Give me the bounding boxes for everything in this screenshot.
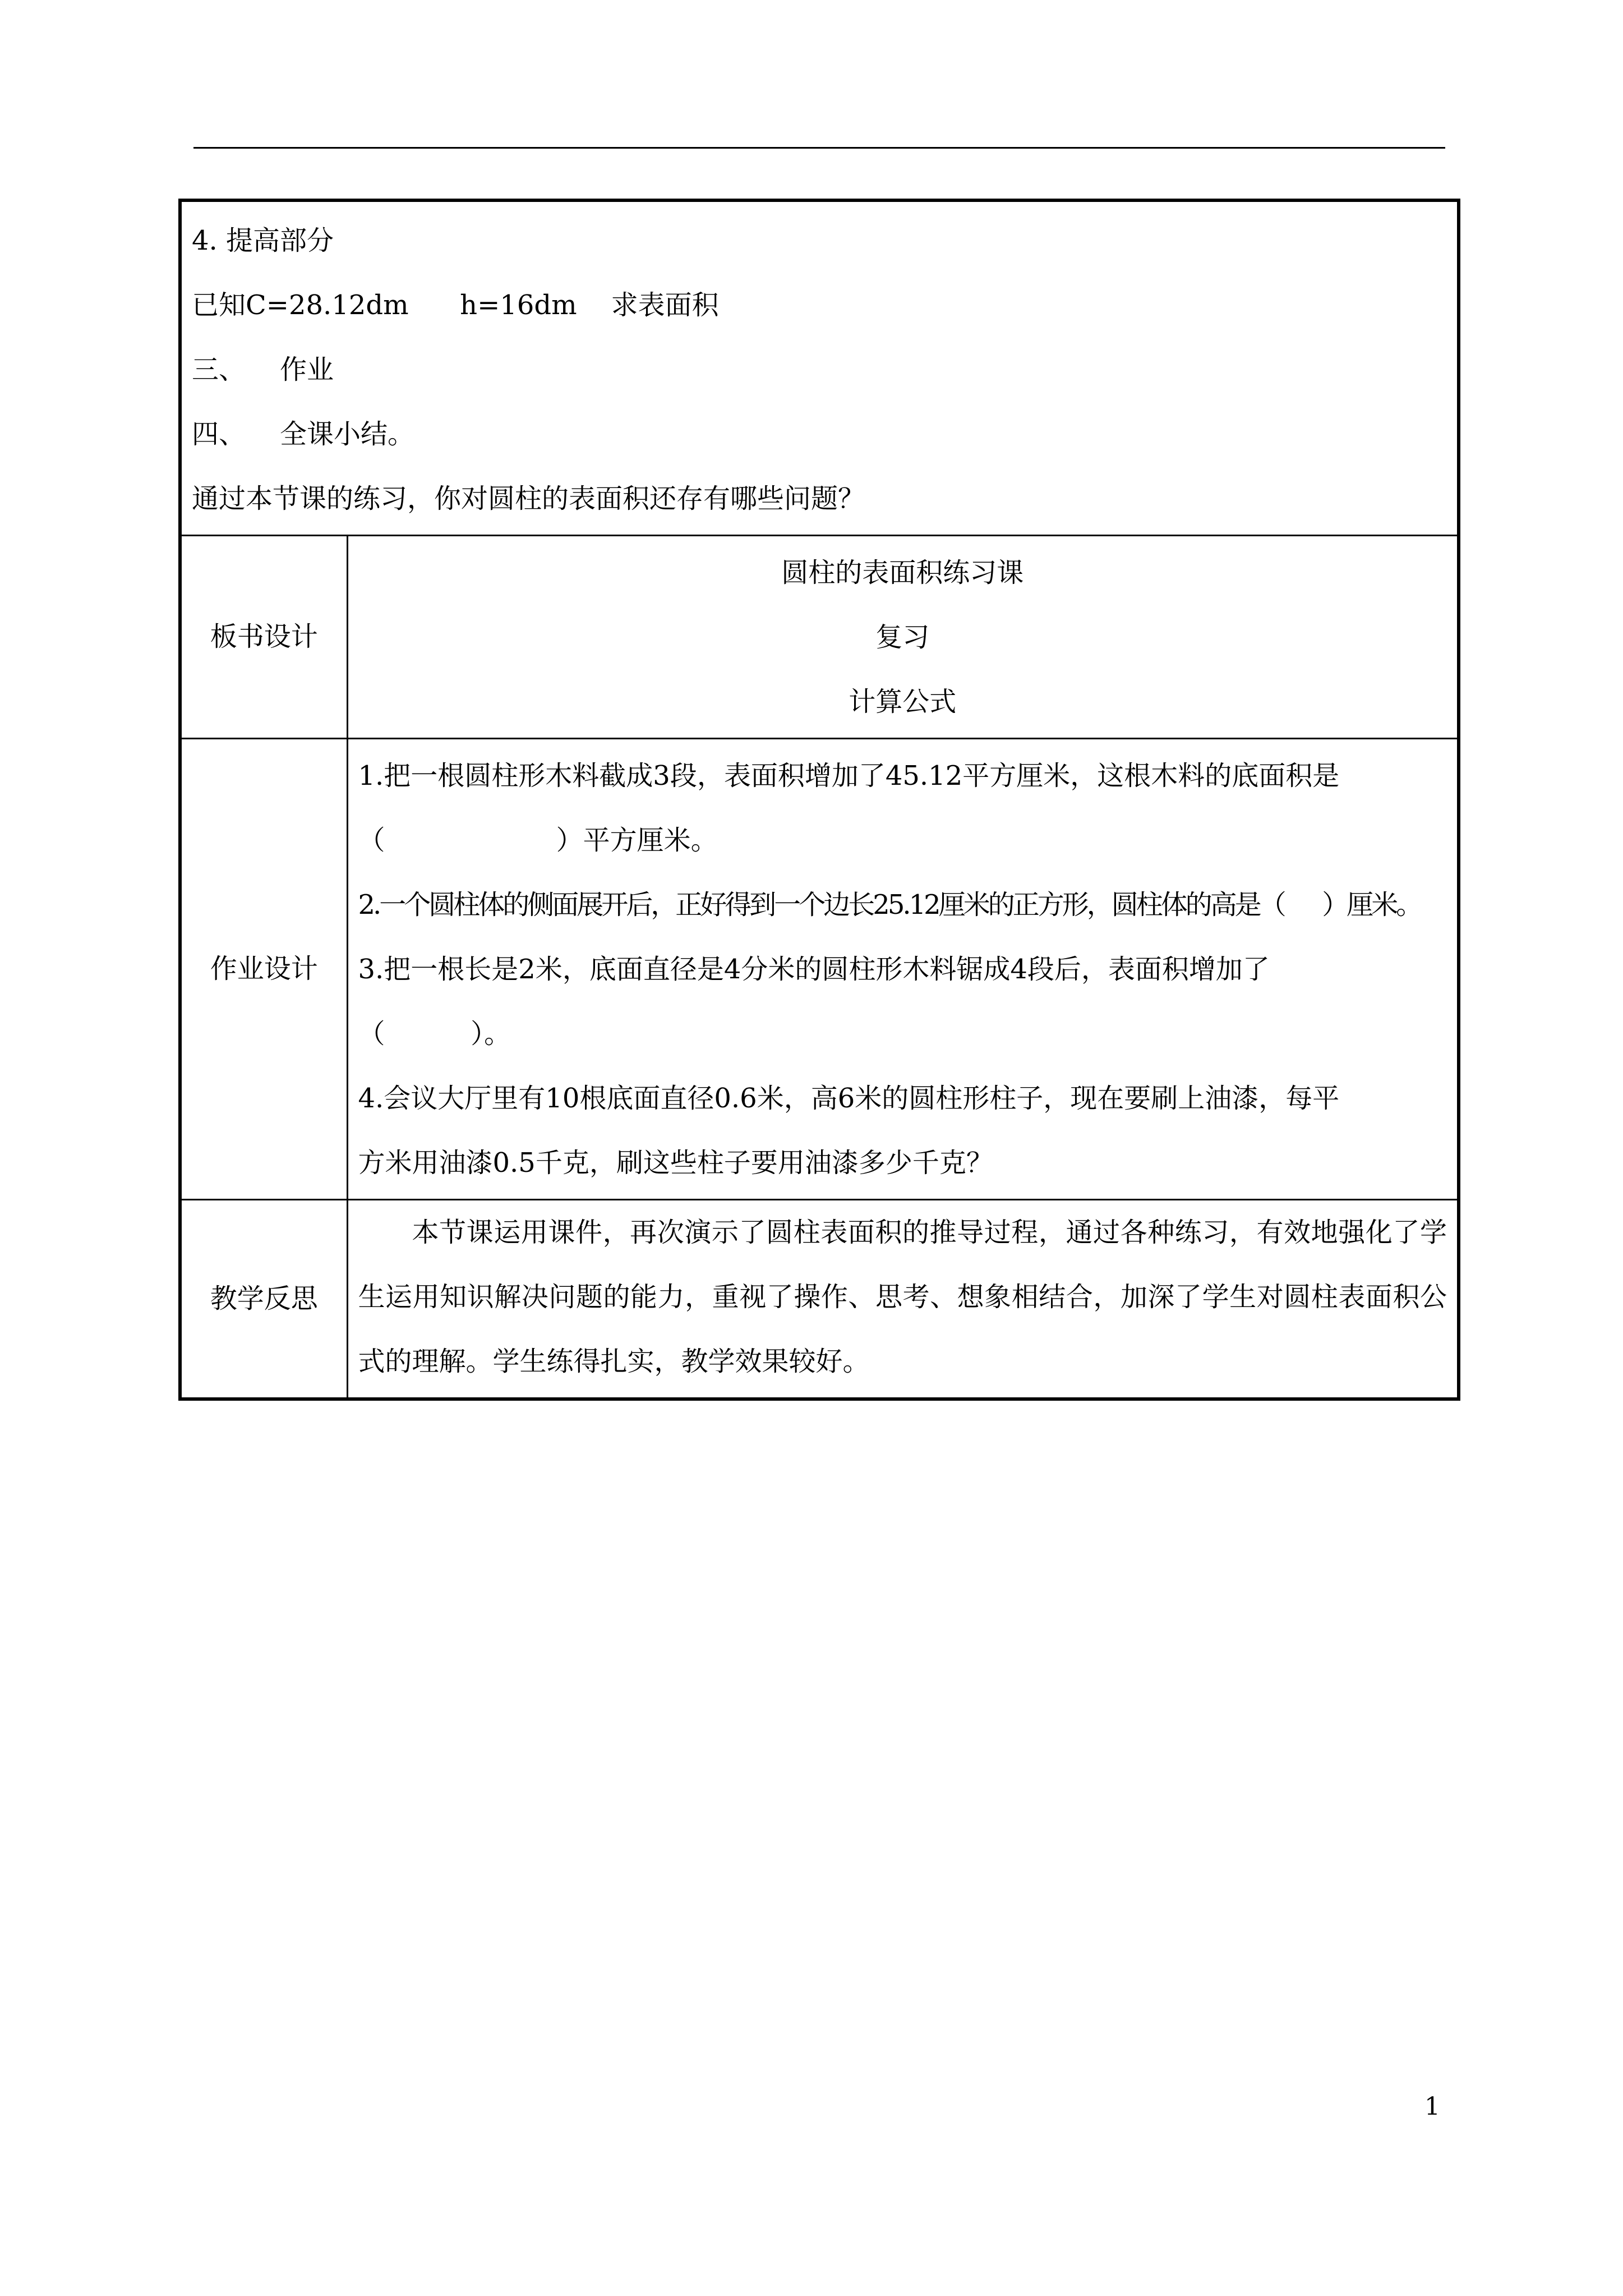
board-review: 复习 (875, 622, 930, 653)
improvement-heading: 4. 提高部分 (192, 225, 334, 256)
summary-question: 通过本节课的练习，你对圆柱的表面积还存有哪些问题？ (192, 483, 865, 514)
header-rule (193, 147, 1445, 149)
top-section-row (180, 200, 1459, 536)
homework-q4-line2: 方米用油漆0.5千克，刷这些柱子要用油漆多少千克？ (358, 1147, 993, 1179)
board-design-row (180, 536, 1459, 739)
homework-design-row (180, 739, 1459, 1200)
reflection-label: 教学反思 (180, 1200, 347, 1400)
top-section-cell (180, 200, 1459, 536)
board-formula: 计算公式 (849, 686, 957, 717)
page-number: 1 (1424, 2092, 1440, 2121)
board-design-content (347, 536, 1459, 739)
lesson-plan-table (178, 199, 1460, 1401)
homework-q1-line2: （ ）平方厘米。 (358, 825, 718, 856)
improvement-problem: 已知C=28.12dm h=16dm 求表面积 (192, 289, 719, 321)
homework-design-label: 作业设计 (180, 739, 347, 1200)
reflection-text: 本节课运用课件，再次演示了圆柱表面积的推导过程，通过各种练习，有效地强化了学生运用知识解决问题的能力，重视了操作、思考、想象相结合，加深了学生对圆柱表面积公式的理解。学生练得扎实，教学效果较好。 (358, 1217, 1447, 1377)
homework-q2: 2.一个圆柱体的侧面展开后，正好得到一个边长25.12厘米的正方形，圆柱体的高是（ ）厘米。 (358, 889, 1421, 921)
reflection-row (180, 1200, 1459, 1400)
reflection-content (347, 1200, 1459, 1400)
homework-q3-line1: 3.把一根长是2米，底面直径是4分米的圆柱形木料锯成4段后，表面积增加了 (358, 954, 1270, 985)
board-design-label: 板书设计 (180, 536, 347, 739)
homework-q3-line2: （ ）。 (358, 1018, 511, 1050)
homework-q1-line1: 1.把一根圆柱形木料截成3段，表面积增加了45.12平方厘米，这根木料的底面积是 (358, 760, 1340, 792)
homework-heading: 三、 作业 (192, 354, 334, 385)
homework-q4-line1: 4.会议大厅里有10根底面直径0.6米，高6米的圆柱形柱子，现在要刷上油漆，每平 (358, 1083, 1340, 1114)
summary-heading: 四、 全课小结。 (192, 418, 415, 450)
homework-design-content (347, 739, 1459, 1200)
board-title: 圆柱的表面积练习课 (781, 557, 1024, 588)
